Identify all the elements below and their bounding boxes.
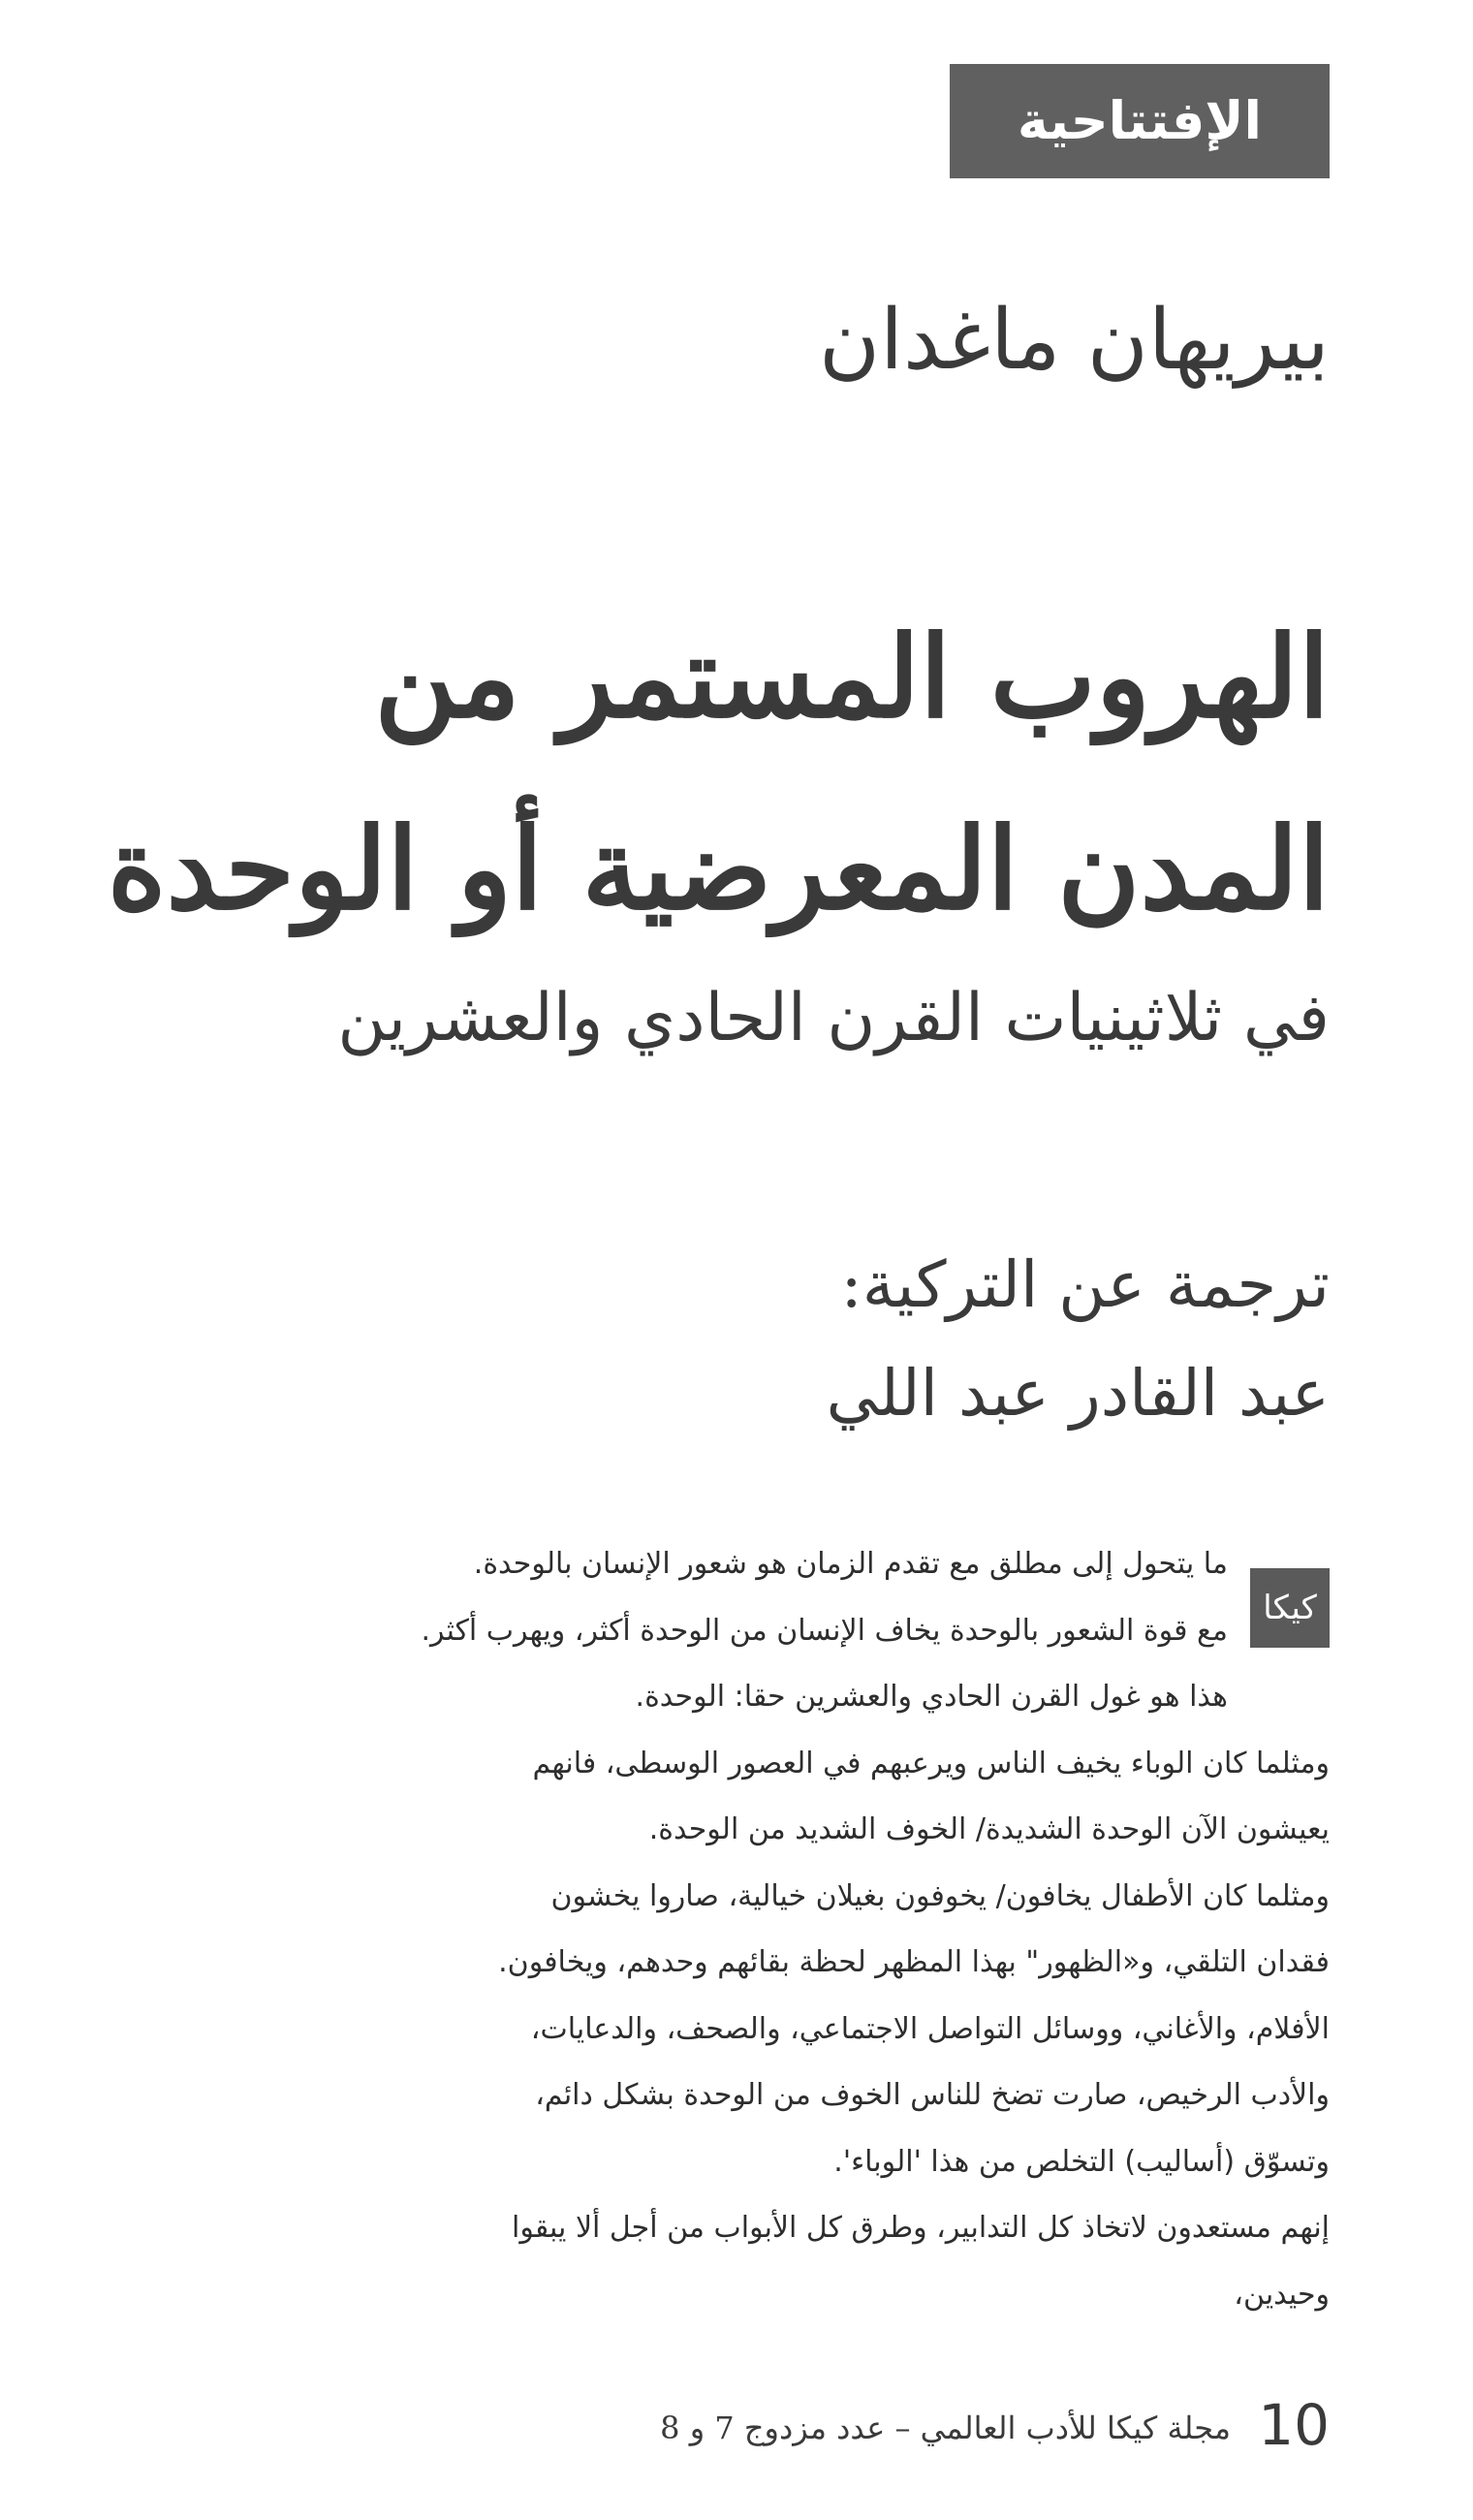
kika-logo: كيكا	[1250, 1568, 1330, 1648]
body-line-4: ومثلما كان الوباء يخيف الناس ويرعبهم في العصور الوسطى، فانهم	[532, 1746, 1330, 1780]
body-line-7: فقدان التلقي، و«الظهور" بهذا المظهر لحظة بقائهم وحدهم، ويخافون.	[498, 1945, 1330, 1979]
page-number: 10	[1258, 2392, 1330, 2458]
body-line-12: وحيدين،	[1234, 2277, 1330, 2312]
body-line-6: ومثلما كان الأطفال يخافون/ يخوفون بغيلان خيالية، صاروا يخشون	[550, 1878, 1330, 1913]
body-text	[147, 1531, 1330, 2328]
article-subtitle: في ثلاثينيات القرن الحادي والعشرين	[337, 980, 1330, 1056]
body-line-9: والأدب الرخيص، صارت تضخ للناس الخوف من الوحدة بشكل دائم،	[535, 2078, 1330, 2112]
body-line-11: إنهم مستعدون لاتخاذ كل التدابير، وطرق كل الأبواب من أجل ألا يبقوا	[512, 2211, 1330, 2245]
title-line-1: الهروب المستمر من	[374, 612, 1330, 743]
translation-credit	[457, 1231, 1330, 1448]
title-line-2: المدن المعرضية أو الوحدة	[107, 803, 1330, 935]
author-name: بيريهان ماغدان	[818, 292, 1330, 389]
body-line-10: وتسوّق (أساليب) التخلص من هذا 'الوباء'.	[833, 2144, 1330, 2179]
body-line-3: هذا هو غول القرن الحادي والعشرين حقا: الوحدة.	[635, 1680, 1228, 1714]
translation-label: ترجمة عن التركية:	[840, 1247, 1330, 1322]
body-line-5: يعيشون الآن الوحدة الشديدة/ الخوف الشديد من الوحدة.	[648, 1812, 1330, 1846]
article-title	[107, 582, 1330, 965]
section-label: الإفتتاحية	[950, 64, 1330, 178]
magazine-info: مجلة كيكا للأدب العالمي – عدد مزدوج 7 و 8	[660, 2410, 1231, 2446]
body-line-2: مع قوة الشعور بالوحدة يخاف الإنسان من الوحدة أكثر، ويهرب أكثر.	[421, 1613, 1228, 1648]
body-line-1: ما يتحول إلى مطلق مع تقدم الزمان هو شعور الإنسان بالوحدة.	[473, 1547, 1228, 1581]
translator-name: عبد القادر عبد اللي	[826, 1356, 1330, 1431]
body-line-8: الأفلام، والأغاني، ووسائل التواصل الاجتماعي، والصحف، والدعايات،	[530, 2011, 1330, 2046]
